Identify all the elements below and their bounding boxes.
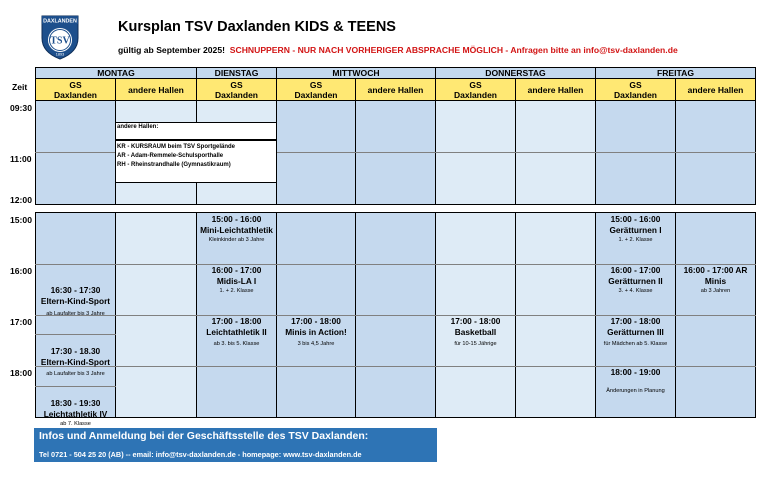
event-desc: ab Laufalter bis 3 Jahre	[46, 371, 105, 377]
event-mini-leichtathletik	[196, 214, 277, 245]
time-label-1600: 16:00	[10, 266, 32, 276]
event-desc: Änderungen in Planung	[606, 388, 665, 394]
legend-rh: RH - Rheinstrandhalle (Gymnastikraum)	[117, 162, 231, 168]
logo-letters: TSV	[50, 35, 70, 47]
time-label-1200: 12:00	[10, 195, 32, 205]
event-desc: Kleinkinder ab 3 Jahre	[208, 237, 265, 243]
event-name: Gerätturnen I	[609, 225, 662, 235]
mon-slot-divider-2	[35, 386, 116, 387]
legend-title: andere Hallen:	[117, 124, 159, 130]
time-label-1100: 11:00	[10, 154, 32, 164]
grid-bottom-line	[35, 417, 756, 418]
day-header-monday: MONTAG	[35, 67, 197, 79]
event-geraetturnen-iii	[595, 316, 676, 349]
event-time: 17:00 - 18:00	[610, 316, 661, 326]
event-time: 16:00 - 17:00	[211, 265, 262, 275]
event-time: 16:00 - 17:00	[610, 265, 661, 275]
event-desc: 1. + 2. Klasse	[618, 237, 653, 243]
time-label-0930: 09:30	[10, 103, 32, 113]
event-desc: 1. + 2. Klasse	[219, 288, 254, 294]
event-eltern-kind-sport-2	[35, 346, 116, 379]
event-time: 16:00 - 17:00 AR	[683, 265, 748, 275]
col-header-wed-gs	[276, 78, 356, 101]
col-header-tue-gs	[196, 78, 277, 101]
event-minis	[675, 265, 756, 296]
grid-column-mon-gs-morning	[35, 101, 116, 205]
event-fri-evening	[595, 367, 676, 396]
event-name: Leichtathletik IV	[43, 409, 108, 419]
event-desc: ab 7. Klasse	[60, 421, 91, 427]
logo-banner-text: DAXLANDEN	[43, 18, 77, 25]
time-label-1700: 17:00	[10, 317, 32, 327]
col-header-gs-line2: Daxlanden	[294, 89, 338, 100]
event-name: Mini-Leichtathletik	[200, 225, 273, 235]
col-header-mon-other: andere Hallen	[115, 78, 197, 101]
event-geraetturnen-i	[595, 214, 676, 245]
event-time: 17:00 - 18:00	[450, 316, 501, 326]
event-name: Gerätturnen II	[608, 276, 663, 286]
legend-kr: KR - KURSRAUM beim TSV Sportgelände	[117, 144, 236, 150]
col-header-gs-line1: GS	[309, 79, 323, 90]
legend-ar: AR - Adam-Remmele-Schulsporthalle	[117, 153, 224, 159]
legend-title-box	[115, 122, 277, 140]
grid-column-thu-other-morning	[515, 101, 596, 205]
event-midis-la-i	[196, 265, 277, 296]
event-name: Eltern-Kind-Sport	[40, 357, 111, 367]
col-header-gs-line2: Daxlanden	[614, 89, 657, 100]
col-header-mon-gs	[35, 78, 116, 101]
event-basketball	[435, 316, 516, 349]
event-name: Minis	[704, 276, 727, 286]
grid-column-fri-gs-morning	[595, 101, 676, 205]
event-desc: ab 3. bis 5. Klasse	[213, 341, 260, 347]
event-desc: für 10-15 Jährige	[454, 341, 497, 347]
hour-line-15	[35, 212, 756, 213]
col-header-gs-line1: GS	[469, 79, 482, 90]
col-header-gs-line1: GS	[230, 79, 243, 90]
page-title: Kursplan TSV Daxlanden KIDS & TEENS	[118, 19, 396, 35]
event-time: 15:00 - 16:00	[610, 214, 661, 224]
col-header-gs-line2: Daxlanden	[215, 89, 258, 100]
col-header-thu-gs	[435, 78, 516, 101]
event-name: Eltern-Kind-Sport	[40, 296, 111, 306]
grid-column-fri-other-morning	[675, 101, 756, 205]
event-eltern-kind-sport-1	[35, 285, 116, 319]
col-header-fri-other: andere Hallen	[675, 78, 756, 101]
event-time: 18:30 - 19:30	[50, 398, 101, 408]
event-time: 18:00 - 19:00	[610, 367, 661, 377]
event-desc: 3 bis 4,5 Jahre	[297, 341, 335, 347]
event-desc: 3. + 4. Klasse	[618, 288, 653, 294]
tsv-logo	[38, 12, 82, 60]
event-minis-in-action	[276, 316, 356, 349]
day-header-tuesday: DIENSTAG	[196, 67, 277, 79]
col-header-fri-gs	[595, 78, 676, 101]
event-name: Gerätturnen III	[607, 327, 664, 337]
event-name: Basketball	[454, 327, 497, 337]
col-header-wed-other: andere Hallen	[355, 78, 436, 101]
event-desc: für Mädchen ab 5. Klasse	[603, 341, 668, 347]
info-box	[34, 428, 437, 462]
time-label-1800: 18:00	[10, 368, 32, 378]
hour-line-12	[35, 204, 756, 205]
day-header-wednesday: MITTWOCH	[276, 67, 436, 79]
col-header-gs-line1: GS	[629, 79, 642, 90]
event-time: 16:30 - 17:30	[50, 285, 101, 295]
grid-column-thu-gs-morning	[435, 101, 516, 205]
grid-column-wed-other-morning	[355, 101, 436, 205]
grid-column-wed-gs-morning	[276, 101, 356, 205]
info-heading: Infos und Anmeldung bei der Geschäftsstelle des TSV Daxlanden:	[39, 430, 369, 442]
event-leichtathletik-iv	[35, 398, 116, 429]
logo-year: 1893	[55, 52, 65, 57]
event-leichtathletik-ii	[196, 316, 277, 349]
contact-line: Tel 0721 - 504 25 20 (AB) -- email: info@tsv-daxlanden.de - homepage: www.tsv-daxlanden.de	[39, 450, 362, 459]
legend-list	[115, 140, 277, 183]
event-name: Midis-LA I	[216, 276, 257, 286]
subtitle	[118, 45, 678, 55]
day-header-friday: FREITAG	[595, 67, 756, 79]
event-time: 17:00 - 18:00	[211, 316, 262, 326]
col-header-gs-line2: Daxlanden	[54, 89, 97, 100]
event-time: 17:00 - 18:00	[291, 316, 341, 326]
event-name: Minis in Action!	[285, 327, 347, 337]
zeit-label: Zeit	[12, 82, 28, 92]
event-time: 15:00 - 16:00	[211, 214, 262, 224]
time-label-1500: 15:00	[10, 215, 32, 225]
mon-slot-divider-1	[35, 334, 116, 335]
event-time: 17:30 - 18.30	[50, 346, 101, 356]
day-header-thursday: DONNERSTAG	[435, 67, 596, 79]
trial-notice: SCHNUPPERN - NUR NACH VORHERIGER ABSPRACHE MÖGLICH - Anfragen bitte an info@tsv-daxlanden.de	[229, 45, 678, 55]
col-header-gs-line1: GS	[69, 79, 82, 90]
event-desc: ab 3 Jahren	[700, 288, 731, 294]
event-geraetturnen-ii	[595, 265, 676, 296]
event-desc: ab Laufalter bis 3 Jahre	[46, 311, 105, 317]
col-header-gs-line2: Daxlanden	[454, 89, 497, 100]
valid-from-text: gültig ab September 2025!	[118, 45, 225, 55]
col-header-thu-other: andere Hallen	[515, 78, 596, 101]
event-name: Leichtathletik II	[206, 327, 267, 337]
